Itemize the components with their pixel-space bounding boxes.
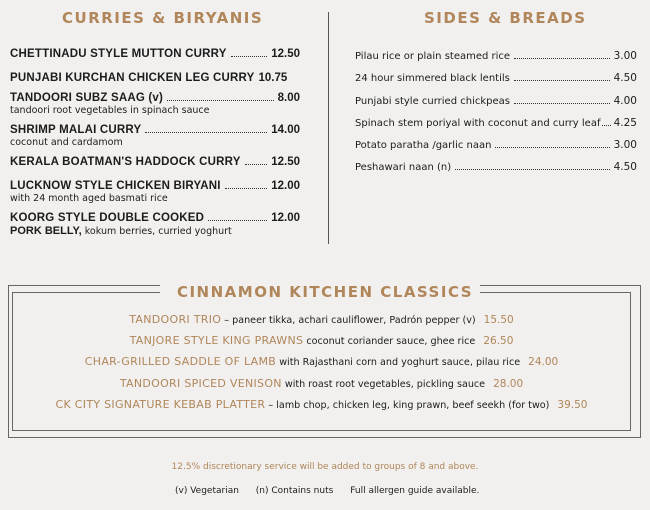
side-item xyxy=(355,50,637,72)
classic-price: 24.00 xyxy=(528,356,559,369)
curry-description-bold: PORK BELLY, xyxy=(10,225,82,237)
classic-item xyxy=(12,377,631,398)
curries-list xyxy=(10,48,300,245)
leader-dots xyxy=(225,188,268,189)
curry-item xyxy=(10,180,300,204)
curry-name: PUNJABI KURCHAN CHICKEN LEG CURRY xyxy=(10,72,255,84)
curry-item xyxy=(10,72,300,84)
leader-dots xyxy=(495,147,609,148)
side-price: 4.50 xyxy=(613,72,637,85)
classic-item xyxy=(12,334,631,355)
classic-description: with roast root vegetables, pickling sauce xyxy=(281,378,486,390)
leader-dots xyxy=(514,80,610,81)
side-price: 4.50 xyxy=(613,161,637,174)
classic-item xyxy=(12,398,631,419)
side-name: Pilau rice or plain steamed rice xyxy=(355,51,511,62)
classics-heading: CINNAMON KITCHEN CLASSICS xyxy=(176,283,474,301)
leader-dots xyxy=(208,220,267,221)
dietary-legend xyxy=(175,486,493,496)
curry-description xyxy=(10,225,300,237)
side-price: 4.25 xyxy=(613,116,637,129)
curry-item xyxy=(10,212,300,237)
curry-price: 10.75 xyxy=(258,72,288,84)
side-price: 3.00 xyxy=(613,139,637,152)
side-name: Spinach stem poriyal with coconut and curry leaf xyxy=(355,117,601,129)
leader-dots xyxy=(514,103,610,104)
column-divider xyxy=(328,12,329,244)
curry-description: tandoori root vegetables in spinach sauce xyxy=(10,105,210,116)
curry-item xyxy=(10,124,300,148)
curry-price: 12.00 xyxy=(271,212,300,224)
curry-price: 8.00 xyxy=(277,92,300,104)
side-item xyxy=(355,139,637,161)
classic-description: – lamb chop, chicken leg, king prawn, beef seekh (for two) xyxy=(265,399,550,411)
curry-description: with 24 month aged basmati rice xyxy=(10,193,168,204)
leader-dots xyxy=(455,169,609,170)
side-name: Punjabi style curried chickpeas xyxy=(355,95,510,107)
leader-dots xyxy=(514,58,610,59)
curry-price: 14.00 xyxy=(271,124,300,136)
classic-description: – paneer tikka, achari cauliflower, Padrón pepper (v) xyxy=(221,315,476,326)
classic-price: 26.50 xyxy=(483,335,514,348)
curry-description-text: kokum berries, curried yoghurt xyxy=(81,226,232,237)
side-name: Peshawari naan (n) xyxy=(355,162,452,174)
curry-price: 12.50 xyxy=(271,48,300,60)
side-name: 24 hour simmered black lentils xyxy=(355,73,510,85)
curry-name: KERALA BOATMAN'S HADDOCK CURRY xyxy=(10,156,241,168)
curry-price: 12.00 xyxy=(271,180,300,192)
curry-name: KOORG STYLE DOUBLE COOKED xyxy=(10,212,205,224)
legend-vegetarian: (v) Vegetarian xyxy=(175,486,239,496)
classic-price: 39.50 xyxy=(557,398,588,411)
classic-name: CHAR-GRILLED SADDLE OF LAMB xyxy=(84,355,277,369)
classic-name: TANDOORI SPICED VENISON xyxy=(119,376,282,390)
curry-item xyxy=(10,156,300,168)
sides-list xyxy=(355,50,637,184)
legend-nuts: (n) Contains nuts xyxy=(255,486,334,496)
side-item xyxy=(355,95,637,117)
curry-name: CHETTINADU STYLE MUTTON CURRY xyxy=(10,48,227,60)
curries-heading: CURRIES & BIRYANIS xyxy=(62,9,264,27)
classic-name: CK CITY SIGNATURE KEBAB PLATTER xyxy=(55,397,266,411)
side-item xyxy=(355,117,637,139)
classic-name: TANDOORI TRIO xyxy=(129,313,222,326)
side-price: 4.00 xyxy=(613,94,637,107)
sides-heading: SIDES & BREADS xyxy=(424,9,587,27)
curry-price: 12.50 xyxy=(271,156,300,168)
classic-price: 28.00 xyxy=(493,377,524,390)
curry-item xyxy=(10,48,300,60)
classic-price: 15.50 xyxy=(483,314,514,326)
classic-item xyxy=(12,313,631,334)
leader-dots xyxy=(602,125,610,126)
curry-description: coconut and cardamom xyxy=(10,137,123,148)
leader-dots xyxy=(231,56,268,57)
classic-description: coconut coriander sauce, ghee rice xyxy=(303,336,476,348)
curry-name: SHRIMP MALAI CURRY xyxy=(10,124,142,136)
curry-name: TANDOORI SUBZ SAAG (v) xyxy=(10,92,164,104)
leader-dots xyxy=(145,132,267,133)
side-name: Potato paratha /garlic naan xyxy=(355,140,492,152)
classics-list xyxy=(12,313,631,419)
classic-name: TANJORE STYLE KING PRAWNS xyxy=(129,334,304,348)
side-item xyxy=(355,161,637,183)
curry-item xyxy=(10,92,300,116)
leader-dots xyxy=(245,164,268,165)
leader-dots xyxy=(167,100,274,101)
side-item xyxy=(355,72,637,94)
legend-allergen: Full allergen guide available. xyxy=(350,486,480,496)
classic-item xyxy=(12,355,631,376)
side-price: 3.00 xyxy=(613,50,637,62)
service-charge-note: 12.5% discretionary service will be added to groups of 8 and above. xyxy=(171,462,479,472)
classic-description: with Rajasthani corn and yoghurt sauce, pilau rice xyxy=(276,357,521,369)
curry-name: LUCKNOW STYLE CHICKEN BIRYANI xyxy=(10,180,221,192)
